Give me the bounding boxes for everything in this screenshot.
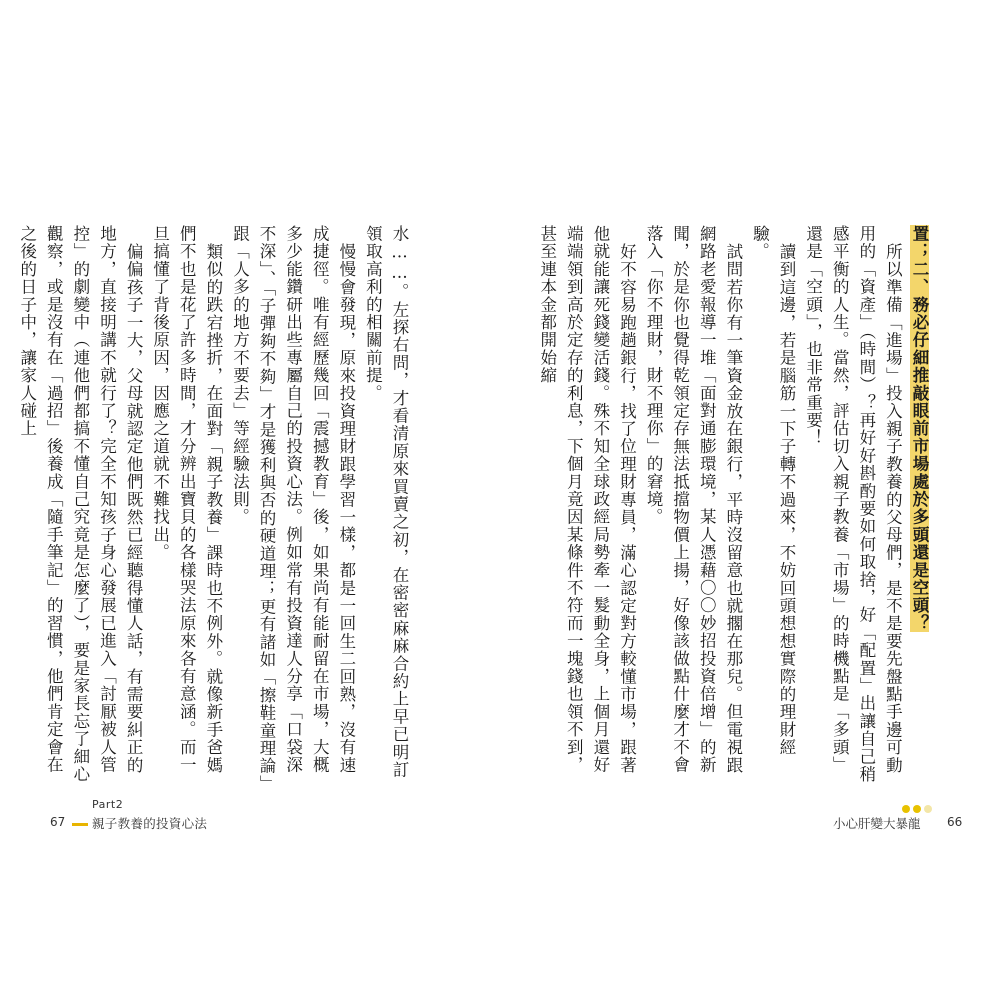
right-paragraph-5: 好不容易跑趟銀行，找了位理財專員，滿心認定對方較懂市場，跟著他就能讓死錢變活錢。殊不知全球政經局勢牽一髮動全身，上個月還好端端領到高於定存的利息，下個月竟因某條件不符而一塊錢也領不到，甚至連本金都開始縮 [537,225,637,775]
left-page-text [17,225,412,785]
left-paragraph-4: 偏偏孩子一大，父母就認定他們既然已經聽得懂人話，有需要糾正的地方，直接明講不就行了？完全不知孩子身心發展已進入「討厭被人管控」的劇變中（連他們都搞不懂自己究竟是怎麼了），要是家長忘了細心觀察，或是沒有在「過招」後養成「隨手筆記」的習慣，他們肯定會在之後的日子中，讓家人碰上 [17,225,144,784]
left-paragraph-2: 慢慢會發現，原來投資理財跟學習一樣，都是一回生二回熟，沒有速成捷徑。唯有經歷幾回「震撼教育」後，如果尚有能耐留在市場，大概多少能鑽研出些專屬自己的投資心法。例如常有投資達人分享「口袋深不深」、「子彈夠不夠」才是獲利與否的硬道理；更有諸如「擦鞋童理論」跟「人多的地方不要去」等經驗法則。 [230,225,356,785]
part-label: Part2 [92,798,124,811]
dot-icon [902,805,910,813]
right-paragraph-1 [905,225,932,785]
book-title: 小心肝變大暴龍 [833,816,921,831]
accent-bar [72,823,88,826]
right-page-footer [830,795,970,835]
right-paragraph-2: 所以準備「進場」投入親子教養的父母們，是不是要先盤點手邊可動用的「資產」（時間）？再好好斟酌要如何取捨，好「配置」出讓自己稍感平衡的人生。當然，評估切入親子教養「市場」的時機點是「多頭」還是「空頭」，也非常重要！ [803,225,903,784]
right-paragraph-3: 讀到這邊，若是腦筋一下子轉不過來，不妨回頭想想實際的理財經驗。 [750,225,797,757]
dot-icon [913,805,921,813]
right-paragraph-4: 試問若你有一筆資金放在銀行，平時沒留意也就擱在那兒。但電視跟網路老愛報導一堆「面對通膨環境，某人憑藉〇〇妙招投資倍增」的新聞，於是你也覺得乾領定存無法抵擋物價上揚，好像該做點什麼才不會落入「你不理財，財不理你」的窘境。 [644,225,743,775]
page-number-right: 66 [947,815,963,829]
page-number-left: 67 [50,815,66,829]
left-paragraph-3: 類似的跌宕挫折，在面對「親子教養」課時也不例外。就像新手爸媽們不也是花了許多時間，才分辨出寶貝的各樣哭法原來各有意涵。而一旦搞懂了背後原因，因應之道就不難找出。 [150,225,223,775]
highlighted-heading: 置；二、務必仔細推敲眼前市場處於多頭還是空頭？ [910,225,929,633]
section-title: 親子教養的投資心法 [92,816,208,831]
left-page-footer [50,795,310,835]
left-paragraph-1: 水……。左探右問，才看清原來買賣之初，在密密麻麻合約上早已明訂領取高利的相關前提。 [363,225,409,779]
dot-icon [924,805,932,813]
right-page-text [537,225,932,785]
